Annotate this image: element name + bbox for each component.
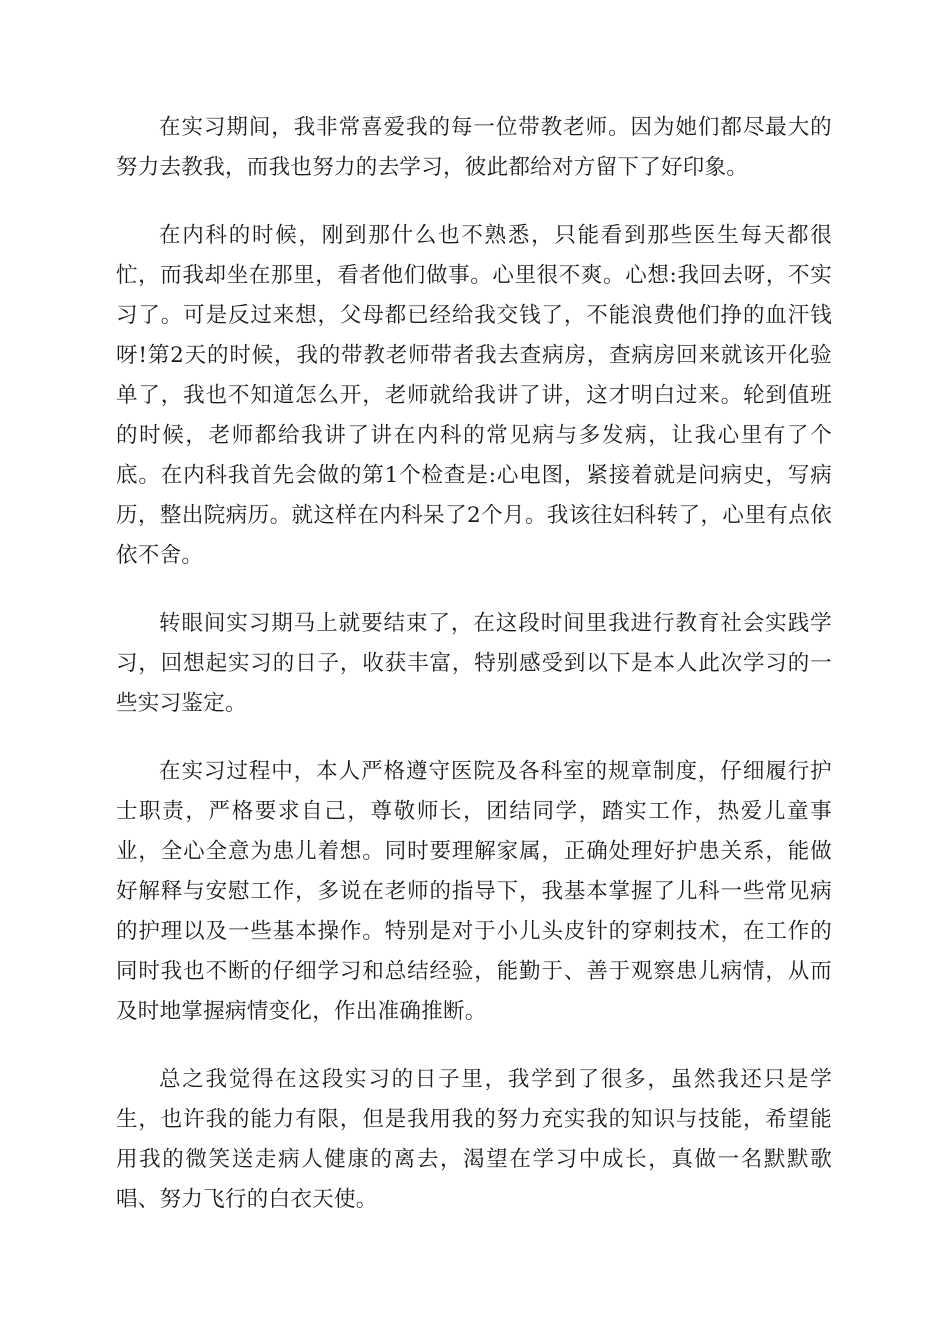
document-body xyxy=(116,108,832,1248)
paragraph-2: 在内科的时候，刚到那什么也不熟悉，只能看到那些医生每天都很忙，而我却坐在那里，看者他们做事。心里很不爽。心想:我回去呀，不实习了。可是反过来想，父母都已经给我交钱了，不能浪费他们挣的血汗钱呀!第2天的时候，我的带教老师带者我去查病房，查病房回来就该开化验单了，我也不知道怎么开，老师就给我讲了讲，这才明白过来。轮到值班的时候，老师都给我讲了讲在内科的常见病与多发病，让我心里有了个底。在内科我首先会做的第1个检查是:心电图，紧接着就是问病史，写病历，整出院病历。就这样在内科呆了2个月。我该往妇科转了，心里有点依依不舍。 xyxy=(116,223,832,568)
paragraph-1: 在实习期间，我非常喜爱我的每一位带教老师。因为她们都尽最大的努力去教我，而我也努力的去学习，彼此都给对方留下了好印象。 xyxy=(116,115,832,180)
paragraph-3: 转眼间实习期马上就要结束了，在这段时间里我进行教育社会实践学习，回想起实习的日子，收获丰富，特别感受到以下是本人此次学习的一些实习鉴定。 xyxy=(116,611,832,716)
paragraph-5: 总之我觉得在这段实习的日子里，我学到了很多，虽然我还只是学生，也许我的能力有限，但是我用我的努力充实我的知识与技能，希望能用我的微笑送走病人健康的离去，渴望在学习中成长，真做一名默默歌唱、努力飞行的白衣天使。 xyxy=(116,1067,832,1212)
paragraph-4: 在实习过程中，本人严格遵守医院及各科室的规章制度，仔细履行护士职责，严格要求自己，尊敬师长，团结同学，踏实工作，热爱儿童事业，全心全意为患儿着想。同时要理解家属，正确处理好护患关系，能做好解释与安慰工作，多说在老师的指导下，我基本掌握了儿科一些常见病的护理以及一些基本操作。特别是对于小儿头皮针的穿刺技术，在工作的同时我也不断的仔细学习和总结经验，能勤于、善于观察患儿病情，从而及时地掌握病情变化，作出准确推断。 xyxy=(116,759,832,1024)
